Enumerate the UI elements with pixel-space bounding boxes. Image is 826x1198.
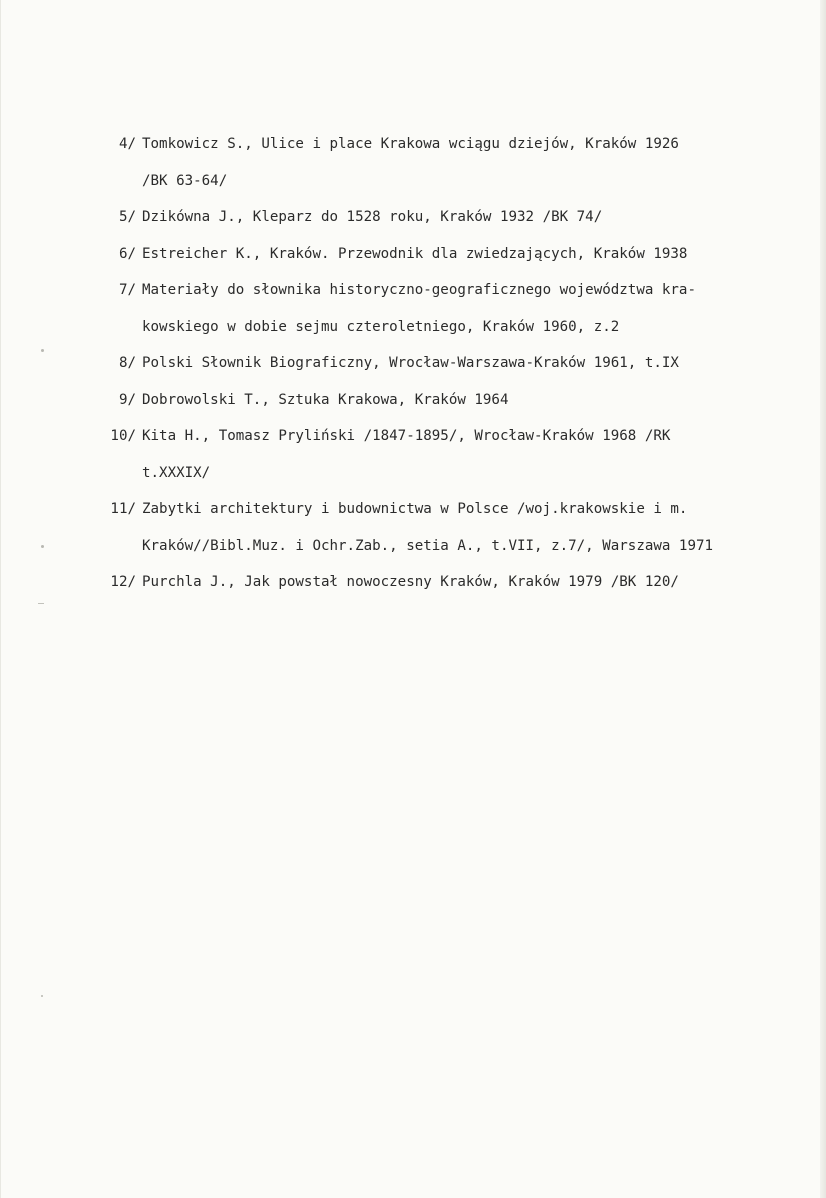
entry-text: Kita H., Tomasz Pryliński /1847-1895/, Wrocław-Kraków 1968 /RK: [142, 428, 671, 444]
page-right-edge: [820, 0, 826, 1198]
entry-number: 11/: [110, 501, 136, 517]
entry-text: Estreicher K., Kraków. Przewodnik dla zwiedzających, Kraków 1938: [142, 245, 688, 262]
entry-text: Zabytki architektury i budownictwa w Polsce /woj.krakowskie i m.: [142, 501, 688, 517]
page-left-border: [0, 0, 1, 1198]
entry-continuation: /BK 63-64/: [142, 172, 228, 189]
bibliography-entry-7: [86, 272, 820, 345]
margin-speck: [41, 349, 44, 352]
entry-number: 12/: [110, 574, 136, 590]
entry-number: 8/: [118, 355, 136, 371]
entry-continuation: kowskiego w dobie sejmu czteroletniego, Kraków 1960, z.2: [142, 318, 620, 335]
entry-continuation: t.XXXIX/: [142, 464, 211, 481]
bibliography-entry-5: [86, 199, 820, 236]
margin-speck: [41, 545, 44, 548]
margin-speck: [41, 995, 43, 997]
bibliography-entry-12: [86, 564, 820, 601]
bibliography-list: [86, 126, 820, 601]
entry-number: 5/: [118, 209, 136, 225]
entry-text: Materiały do słownika historyczno-geograficznego województwa kra-: [142, 282, 696, 298]
entry-number: 7/: [118, 282, 136, 298]
entry-text: Dzikówna J., Kleparz do 1528 roku, Kraków 1932 /BK 74/: [142, 209, 603, 225]
bibliography-entry-11: [86, 491, 820, 564]
entry-continuation: Kraków//Bibl.Muz. i Ochr.Zab., setia A., t.VII, z.7/, Warszawa 1971: [142, 537, 714, 554]
entry-text: Dobrowolski T., Sztuka Krakowa, Kraków 1964: [142, 391, 509, 408]
bibliography-entry-4: [86, 126, 820, 199]
bibliography-entry-10: [86, 418, 820, 491]
bibliography-entry-6: [86, 236, 820, 273]
entry-number: 9/: [118, 391, 136, 408]
entry-text: Purchla J., Jak powstał nowoczesny Kraków, Kraków 1979 /BK 120/: [142, 574, 679, 590]
bibliography-entry-9: [86, 382, 820, 419]
entry-number: 4/: [118, 136, 136, 152]
entry-text: Tomkowicz S., Ulice i place Krakowa wciągu dziejów, Kraków 1926: [142, 136, 679, 152]
entry-text: Polski Słownik Biograficzny, Wrocław-Warszawa-Kraków 1961, t.IX: [142, 355, 679, 371]
entry-number: 6/: [118, 245, 136, 262]
entry-number: 10/: [110, 428, 136, 444]
bibliography-entry-8: [86, 345, 820, 382]
margin-speck: [38, 603, 44, 604]
